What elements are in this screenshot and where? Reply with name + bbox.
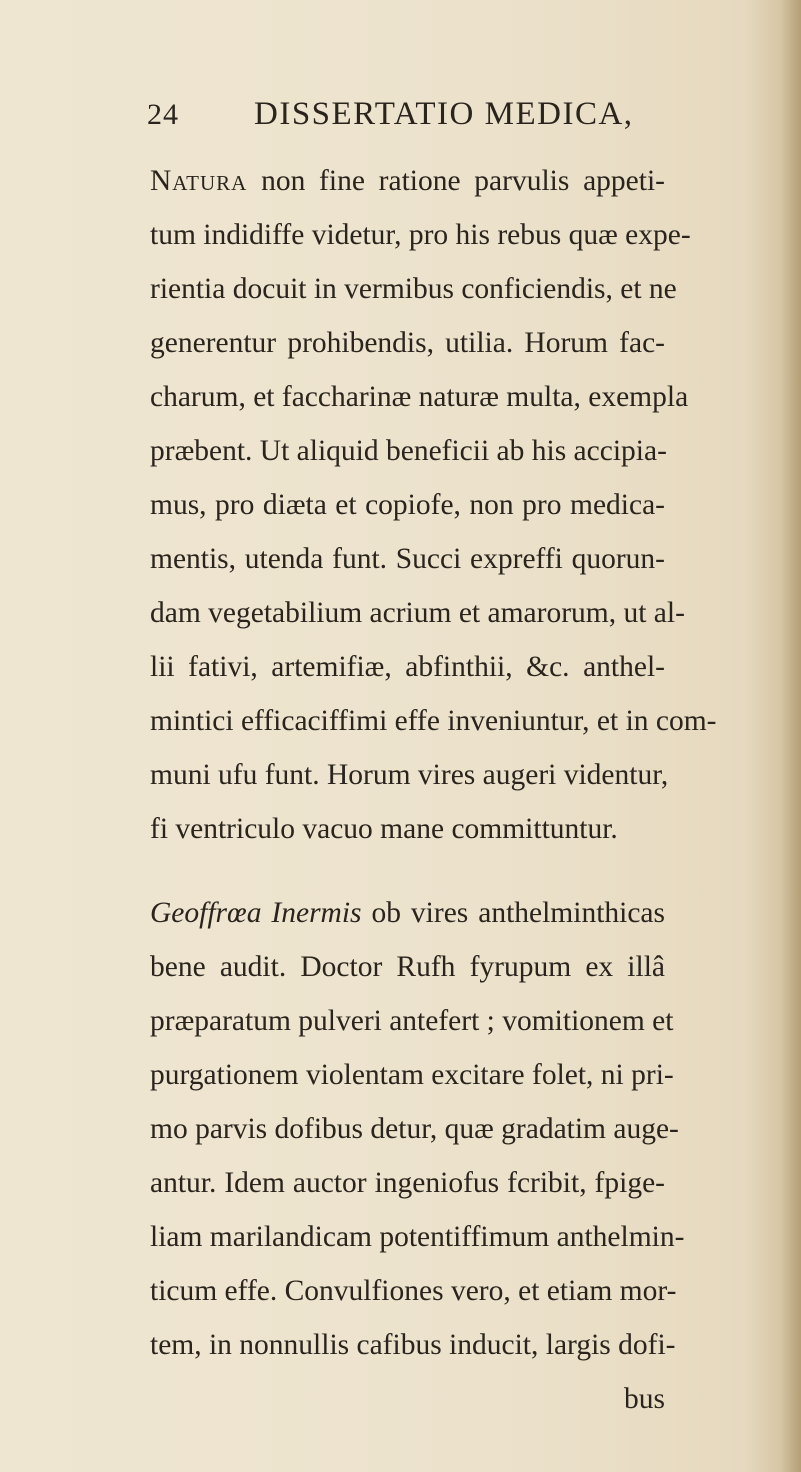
text-line: muni ufu funt. Horum vires augeri videntur, <box>150 759 669 791</box>
text-line: præparatum pulveri antefert ; vomitionem et <box>150 1005 674 1037</box>
text-line: charum, et faccharinæ naturæ multa, exempla <box>150 381 689 413</box>
text-line: ticum effe. Convulfiones vero, et etiam mor- <box>150 1275 677 1307</box>
text-line: bene audit. Doctor Rufh fyrupum ex illâ <box>150 951 665 983</box>
page-number: 24 <box>147 98 179 131</box>
text-line: mo parvis dofibus detur, quæ gradatim auge- <box>150 1113 679 1145</box>
text-line: generentur prohibendis, utilia. Horum fac- <box>150 327 665 359</box>
text-line: fi ventriculo vacuo mane committuntur. <box>150 813 618 845</box>
text-line <box>150 163 665 199</box>
page-edge-shadow <box>781 0 801 1472</box>
text-line <box>150 895 665 931</box>
species-name: Geoffrœa Inermis <box>150 897 362 929</box>
line-text: non fine ratione parvulis appeti- <box>261 165 665 197</box>
text-line: dam vegetabilium acrium et amarorum, ut al- <box>150 597 685 629</box>
text-line: purgationem violentam excitare folet, ni pri- <box>150 1059 674 1091</box>
text-line: liam marilandicam potentiffimum anthelmin- <box>150 1221 685 1253</box>
text-line: mintici efficaciffimi effe inveniuntur, et in com- <box>150 705 717 737</box>
text-line: mentis, utenda funt. Succi expreffi quorun- <box>150 543 665 575</box>
text-line: mus, pro diæta et copiofe, non pro medica- <box>150 489 665 521</box>
line-text: ob vires anthelminthicas <box>371 897 666 929</box>
text-line: tem, in nonnullis cafibus inducit, largis dofi- <box>150 1329 676 1361</box>
catchword: bus <box>624 1383 665 1415</box>
text-line: tum indidiffe videtur, pro his rebus quæ expe- <box>150 219 691 251</box>
page-header <box>147 96 667 148</box>
paragraph-initial-word: Natura <box>150 165 248 197</box>
text-line: rientia docuit in vermibus conficiendis, et ne <box>150 273 677 305</box>
text-line: præbent. Ut aliquid beneficii ab his accipia- <box>150 435 667 467</box>
running-title: DISSERTATIO MEDICA, <box>254 96 634 132</box>
text-line: lii fativi, artemifiæ, abfinthii, &c. anthel- <box>150 651 665 683</box>
text-line: antur. Idem auctor ingeniofus fcribit, fpige- <box>150 1167 665 1199</box>
